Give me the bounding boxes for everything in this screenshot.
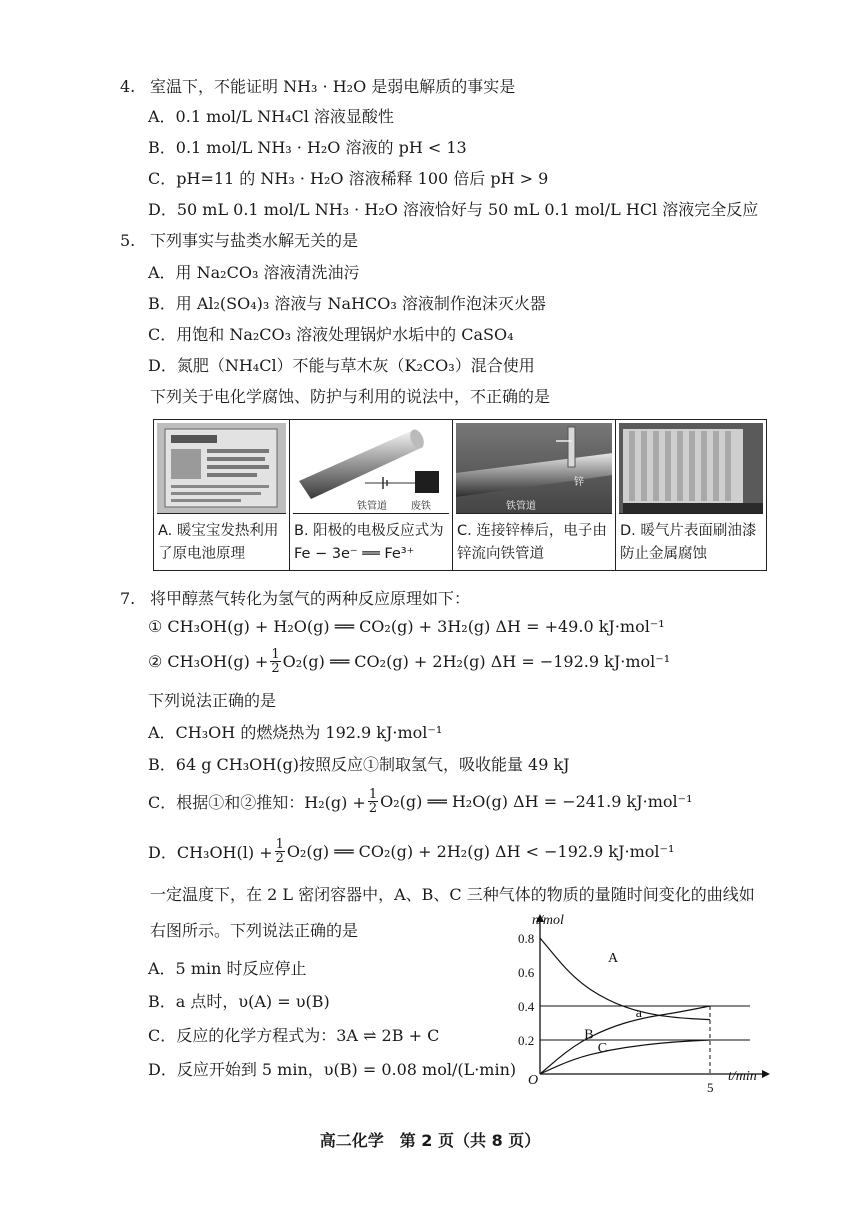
q5-option-a: A．用 Na₂CO₃ 溶液清洗油污: [148, 263, 360, 282]
y-tick-label-3: 0.8: [518, 931, 535, 946]
q4-option-a: A．0.1 mol/L NH₄Cl 溶液显酸性: [148, 107, 394, 126]
iron-pipe-zinc-rod-photo: [456, 423, 612, 514]
point-a-label: a: [635, 1005, 643, 1021]
q6-stem: 下列关于电化学腐蚀、防护与利用的说法中，不正确的是: [150, 387, 551, 406]
half-fraction: $\frac{1}{2}$: [271, 647, 280, 676]
q6-caption-b: B. 阳极的电极反应式为 Fe − 3e⁻ ══ Fe³⁺: [294, 523, 444, 562]
page-footer: 高二化学 第 2 页（共 8 页）: [319, 1131, 541, 1150]
q8-option-b: B．a 点时，υ(A) = υ(B): [148, 992, 330, 1011]
q7-number: 7.: [120, 589, 136, 608]
amount-vs-time-chart: [510, 908, 780, 1108]
half-fraction: $\frac{1}{2}$: [275, 837, 284, 866]
q4-option-b: B．0.1 mol/L NH₃ · H₂O 溶液的 pH < 13: [148, 138, 467, 157]
origin-label: O: [528, 1073, 539, 1088]
x-axis-label: t/min: [728, 1069, 757, 1084]
series-line-A: [540, 938, 710, 1020]
series-line-C: [540, 1040, 710, 1074]
q4-stem: 室温下，不能证明 NH₃ · H₂O 是弱电解质的事实是: [150, 77, 516, 96]
q7-reaction-1: ① CH₃OH(g) + H₂O(g) ══ CO₂(g) + 3H₂(g) ΔH = +49.0 kJ·mol⁻¹: [148, 617, 665, 636]
q6-caption-a: A. 暖宝宝发热利用了原电池原理: [158, 523, 279, 562]
y-tick-label-1: 0.4: [518, 999, 535, 1014]
q4-option-d: D．50 mL 0.1 mol/L NH₃ · H₂O 溶液恰好与 50 mL 0.1 mol/L HCl 溶液完全反应: [148, 200, 759, 219]
q7-reaction-2-left: ② CH₃OH(g) +: [148, 652, 269, 671]
q6-cell-c: [453, 420, 616, 570]
q7-option-d: D．CH₃OH(l) + $\frac{1}{2}$ O₂(g) ══ CO₂(g) + 2H₂(g) ΔH < −192.9 kJ·mol⁻¹: [148, 837, 675, 866]
q5-option-b: B．用 Al₂(SO₄)₃ 溶液与 NaHCO₃ 溶液制作泡沫灭火器: [148, 294, 546, 313]
q7-reaction-2: [148, 648, 670, 675]
half-fraction: $\frac{1}{2}$: [368, 787, 378, 816]
q6-caption-c: C. 连接锌棒后，电子由锌流向铁管道: [457, 523, 607, 562]
series-label-A: A: [608, 950, 619, 966]
q5-option-c: C．用饱和 Na₂CO₃ 溶液处理锅炉水垢中的 CaSO₄: [148, 325, 514, 344]
y-tick-label-0: 0.2: [518, 1033, 535, 1048]
label-zinc: 锌: [574, 477, 584, 488]
y-axis-label: n/mol: [532, 913, 564, 928]
q7-option-b: B．64 g CH₃OH(g)按照反应①制取氢气，吸收能量 49 kJ: [148, 755, 570, 774]
q8-option-c: C．反应的化学方程式为：3A ⇌ 2B + C: [148, 1026, 440, 1045]
label-scrap-iron: 废铁: [411, 501, 431, 512]
q8-stem-line2: 右图所示。下列说法正确的是: [150, 921, 359, 940]
q6-cell-a: [154, 420, 290, 570]
radiator-photo: [619, 423, 763, 514]
q6-cell-b: [290, 420, 453, 570]
x-tick-label-0: 5: [707, 1080, 714, 1095]
q7-reaction-2-right: O₂(g) ══ CO₂(g) + 2H₂(g) ΔH = −192.9 kJ·mol⁻¹: [282, 652, 671, 671]
q6-picture-table: [153, 419, 767, 571]
x-axis-arrow: [762, 1070, 770, 1078]
q7-option-a: A．CH₃OH 的燃烧热为 192.9 kJ·mol⁻¹: [148, 723, 443, 742]
q8-option-d: D．反应开始到 5 min，υ(B) = 0.08 mol/(L·min): [148, 1060, 517, 1079]
q7-prompt: 下列说法正确的是: [148, 691, 277, 710]
q5-number: 5.: [120, 231, 136, 250]
q7-stem: 将甲醇蒸气转化为氢气的两种反应原理如下：: [150, 589, 471, 608]
hand-warmer-photo: [157, 423, 286, 514]
q6-caption-d: D. 暖气片表面刷油漆防止金属腐蚀: [620, 523, 757, 562]
q4-option-c: C．pH=11 的 NH₃ · H₂O 溶液稀释 100 倍后 pH > 9: [148, 169, 549, 188]
label-pipe-c: 铁管道: [506, 501, 536, 512]
label-pipe-b: 铁管道: [357, 501, 387, 512]
iron-pipe-scrap-iron-photo: [293, 423, 449, 514]
q5-stem: 下列事实与盐类水解无关的是: [150, 231, 359, 250]
q7-option-c: C．根据①和②推知：H₂(g) + $\frac{1}{2}$ O₂(g) ══ H₂O(g) ΔH = −241.9 kJ·mol⁻¹: [148, 787, 693, 816]
y-tick-label-2: 0.6: [518, 965, 535, 980]
series-label-C: C: [597, 1040, 608, 1056]
series-label-B: B: [584, 1027, 594, 1043]
q5-option-d: D．氮肥（NH₄Cl）不能与草木灰（K₂CO₃）混合使用: [148, 356, 535, 375]
q8-option-a: A．5 min 时反应停止: [148, 959, 307, 978]
q6-cell-d: [616, 420, 766, 570]
q4-number: 4.: [120, 77, 136, 96]
q8-stem-line1: 一定温度下，在 2 L 密闭容器中，A、B、C 三种气体的物质的量随时间变化的曲线如: [150, 885, 755, 904]
